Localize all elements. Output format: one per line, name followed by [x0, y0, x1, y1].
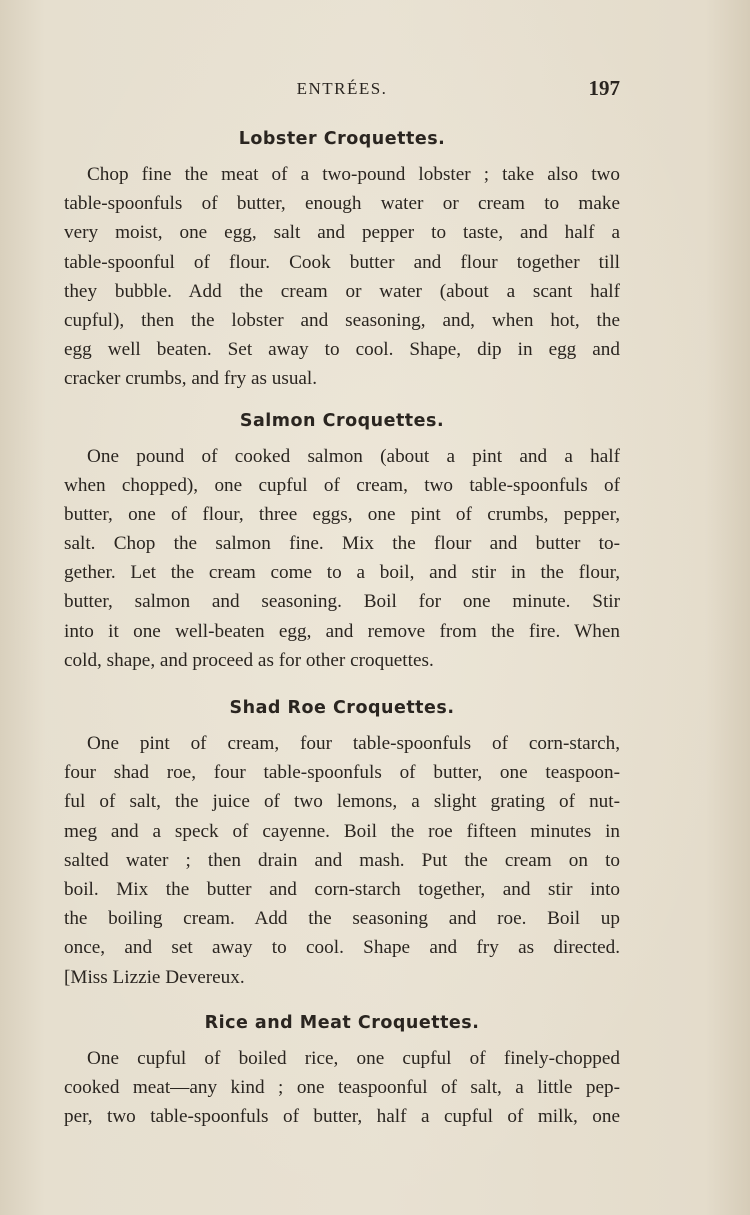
text-line: One pound of cooked salmon (about a pint and a half	[87, 445, 620, 467]
text-line: butter, one of flour, three eggs, one pint of crumbs, pepper,	[64, 503, 620, 525]
text-line: cupful), then the lobster and seasoning, and, when hot, the	[64, 309, 620, 331]
text-line: One pint of cream, four table-spoonfuls of corn-starch,	[87, 733, 620, 754]
text-line: salted water ; then drain and mash. Put the cream on to	[64, 849, 620, 871]
recipe-title: Rice and Meat Croquettes.	[204, 1012, 480, 1033]
text-line: cooked meat—any kind ; one teaspoonful of salt, a little pep-	[64, 1076, 620, 1098]
text-line: meg and a speck of cayenne. Boil the roe fifteen minutes in	[64, 820, 620, 842]
text-line: boil. Mix the butter and corn-starch together, and stir into	[64, 878, 620, 900]
page-content	[64, 124, 620, 1131]
recipe-text	[64, 160, 620, 394]
text-line: table-spoonful of flour. Cook butter and flour together till	[64, 251, 620, 273]
text-line: once, and set away to cool. Shape and fry as directed.	[64, 937, 620, 959]
attribution-line: [Miss Lizzie Devereux.	[64, 966, 245, 988]
text-line: very moist, one egg, salt and pepper to taste, and half a	[64, 222, 620, 244]
text-line: cracker crumbs, and fry as usual.	[64, 368, 318, 390]
text-line: when chopped), one cupful of cream, two table-spoonfuls of	[64, 474, 620, 496]
text-line: ful of salt, the juice of two lemons, a slight grating of nut-	[64, 791, 620, 813]
text-line: cold, shape, and proceed as for other croquettes.	[64, 649, 434, 671]
text-line: four shad roe, four table-spoonfuls of butter, one teaspoon-	[64, 762, 620, 784]
recipe-salmon-croquettes	[64, 406, 620, 676]
text-line: butter, salmon and seasoning. Boil for one minute. Stir	[64, 591, 620, 613]
text-line: gether. Let the cream come to a boil, and stir in the flour,	[64, 562, 620, 584]
recipe-shad-roe-croquettes	[64, 693, 620, 992]
text-line: One cupful of boiled rice, one cupful of finely-chopped	[87, 1047, 620, 1069]
page-number: 197	[588, 76, 620, 100]
text-line: egg well beaten. Set away to cool. Shape, dip in egg and	[64, 339, 620, 361]
recipe-text	[64, 442, 620, 676]
text-line: the boiling cream. Add the seasoning and roe. Boil up	[64, 908, 620, 930]
recipe-title: Lobster Croquettes.	[238, 129, 446, 149]
recipe-lobster-croquettes	[64, 124, 620, 394]
recipe-title: Shad Roe Croquettes.	[229, 698, 455, 718]
recipe-text	[64, 1044, 620, 1132]
text-line: into it one well-beaten egg, and remove from the fire. When	[64, 620, 620, 642]
text-line: Chop fine the meat of a two-pound lobster ; take also two	[87, 164, 620, 185]
recipe-title: Salmon Croquettes.	[239, 410, 445, 431]
text-line: they bubble. Add the cream or water (about a scant half	[64, 280, 620, 302]
text-line: table-spoonfuls of butter, enough water or cream to make	[64, 193, 620, 215]
running-head	[64, 76, 620, 106]
recipe-rice-and-meat-croquettes	[64, 1008, 620, 1132]
running-title: ENTRÉES.	[296, 79, 388, 98]
recipe-text	[64, 729, 620, 992]
text-line: salt. Chop the salmon fine. Mix the flour and butter to-	[64, 533, 620, 555]
text-line: per, two table-spoonfuls of butter, half a cupful of milk, one	[64, 1106, 620, 1128]
